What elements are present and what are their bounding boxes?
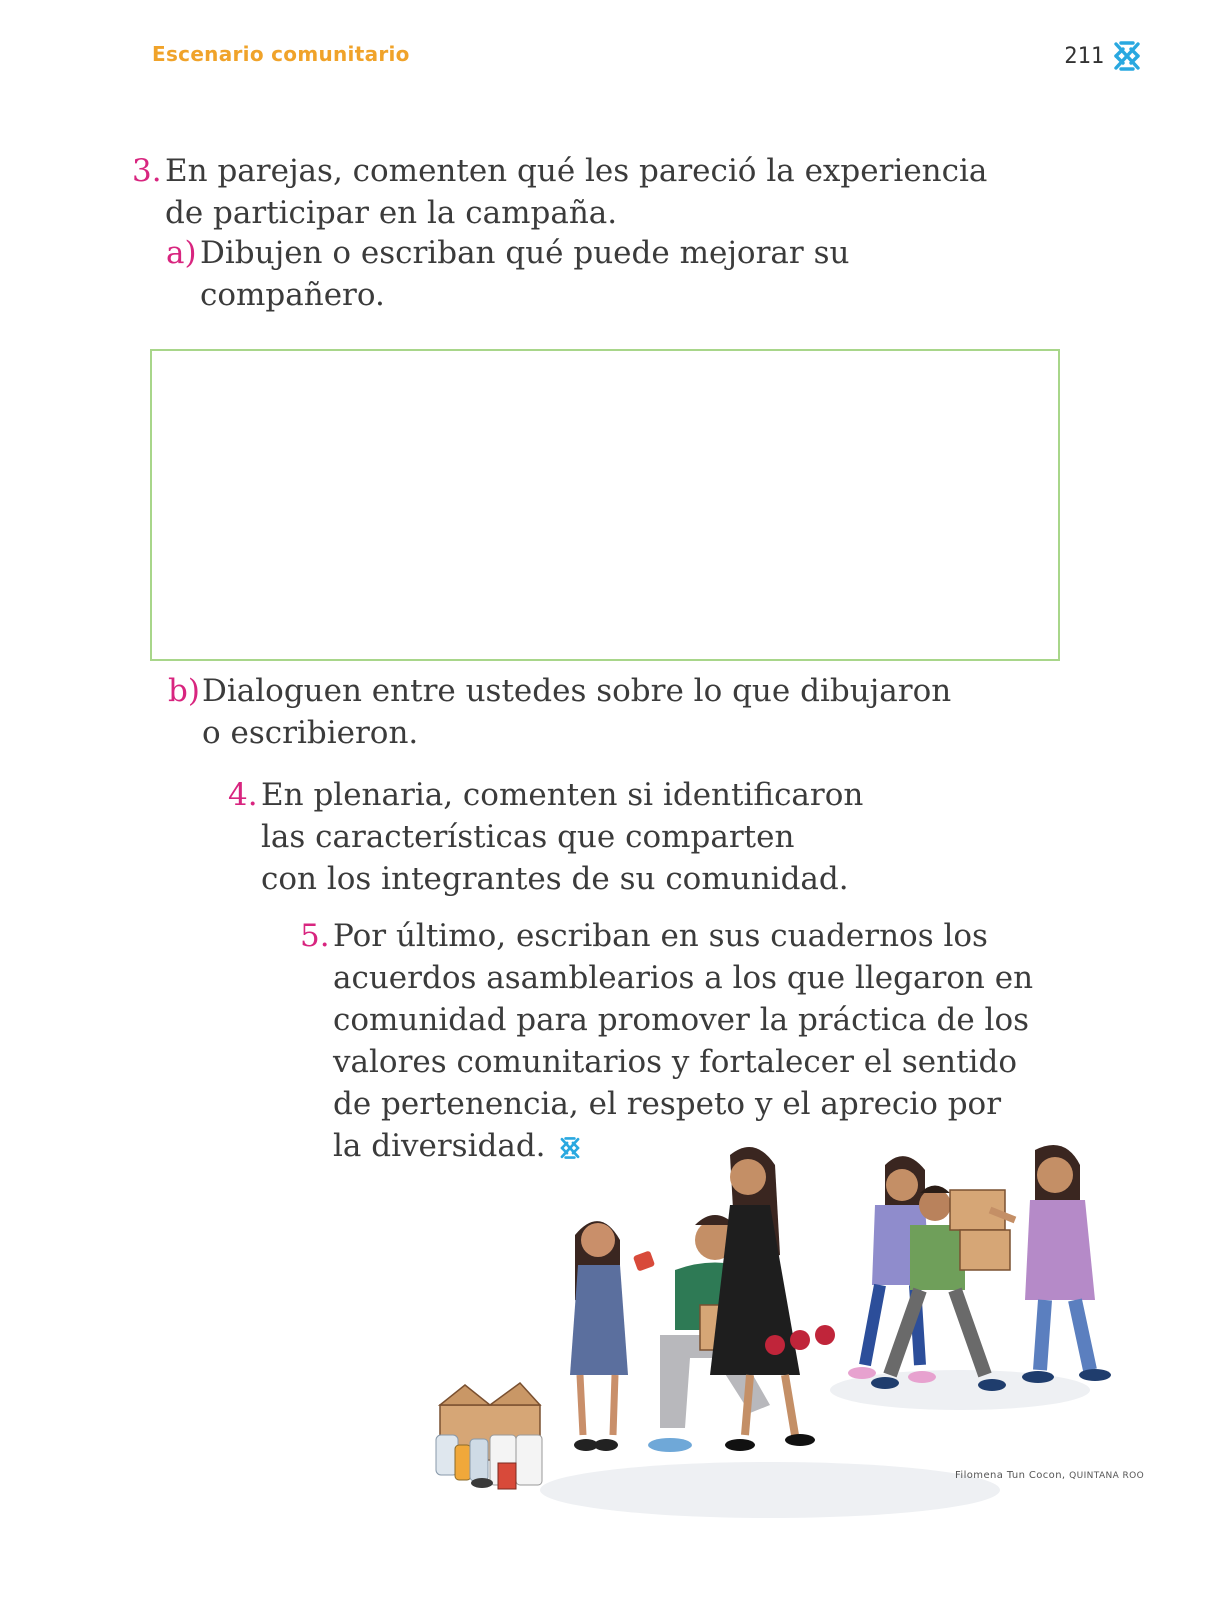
item-3b-line: o escribieron.	[202, 715, 419, 751]
item-4-line: con los integrantes de su comunidad.	[261, 861, 849, 897]
drawing-area[interactable]	[150, 349, 1060, 661]
item-5-line: de pertenencia, el respeto y el aprecio por	[333, 1086, 1002, 1122]
item-5-last-text: la diversidad.	[333, 1128, 546, 1164]
item-3a-line: Dibujen o escriban qué puede mejorar su	[200, 235, 850, 271]
item-3-line: En parejas, comenten qué les pareció la experiencia	[165, 153, 988, 189]
girl-with-can	[570, 1221, 655, 1451]
item-3-line: de participar en la campaña.	[165, 195, 618, 231]
item-3-number: 3.	[132, 153, 162, 189]
item-5-line: Por último, escriban en sus cuadernos los	[333, 918, 988, 954]
section-title: Escenario comunitario	[152, 42, 410, 66]
illustration-credit	[955, 1470, 1144, 1481]
item-3b-letter: b)	[168, 673, 200, 709]
item-5-line: comunidad para promover la práctica de los	[333, 1002, 1030, 1038]
item-4-line: En plenaria, comenten si identificaron	[261, 777, 864, 813]
item-3a	[166, 232, 849, 316]
item-5	[300, 915, 1033, 1167]
credit-name: Filomena Tun Cocon,	[955, 1470, 1066, 1481]
credit-place: QUINTANA ROO	[1069, 1471, 1145, 1481]
item-5-number: 5.	[300, 918, 330, 954]
logo-icon	[1112, 40, 1142, 72]
donation-goods	[436, 1383, 542, 1489]
item-3b-line: Dialoguen entre ustedes sobre lo que dibujaron	[202, 673, 952, 709]
item-3	[132, 150, 987, 234]
item-3b	[168, 670, 951, 754]
woman-black-dress	[710, 1147, 835, 1451]
item-3a-line: compañero.	[200, 277, 385, 313]
item-4-number: 4.	[228, 777, 258, 813]
page-number: 211	[1064, 43, 1104, 69]
item-4	[228, 774, 863, 900]
item-5-line: valores comunitarios y fortalecer el sentido	[333, 1044, 1017, 1080]
item-4-line: las características que comparten	[261, 819, 795, 855]
page-header-right	[1064, 40, 1142, 72]
item-3a-letter: a)	[166, 235, 197, 271]
item-5-line: acuerdos asamblearios a los que llegaron en	[333, 960, 1034, 996]
community-illustration	[430, 1145, 1150, 1545]
